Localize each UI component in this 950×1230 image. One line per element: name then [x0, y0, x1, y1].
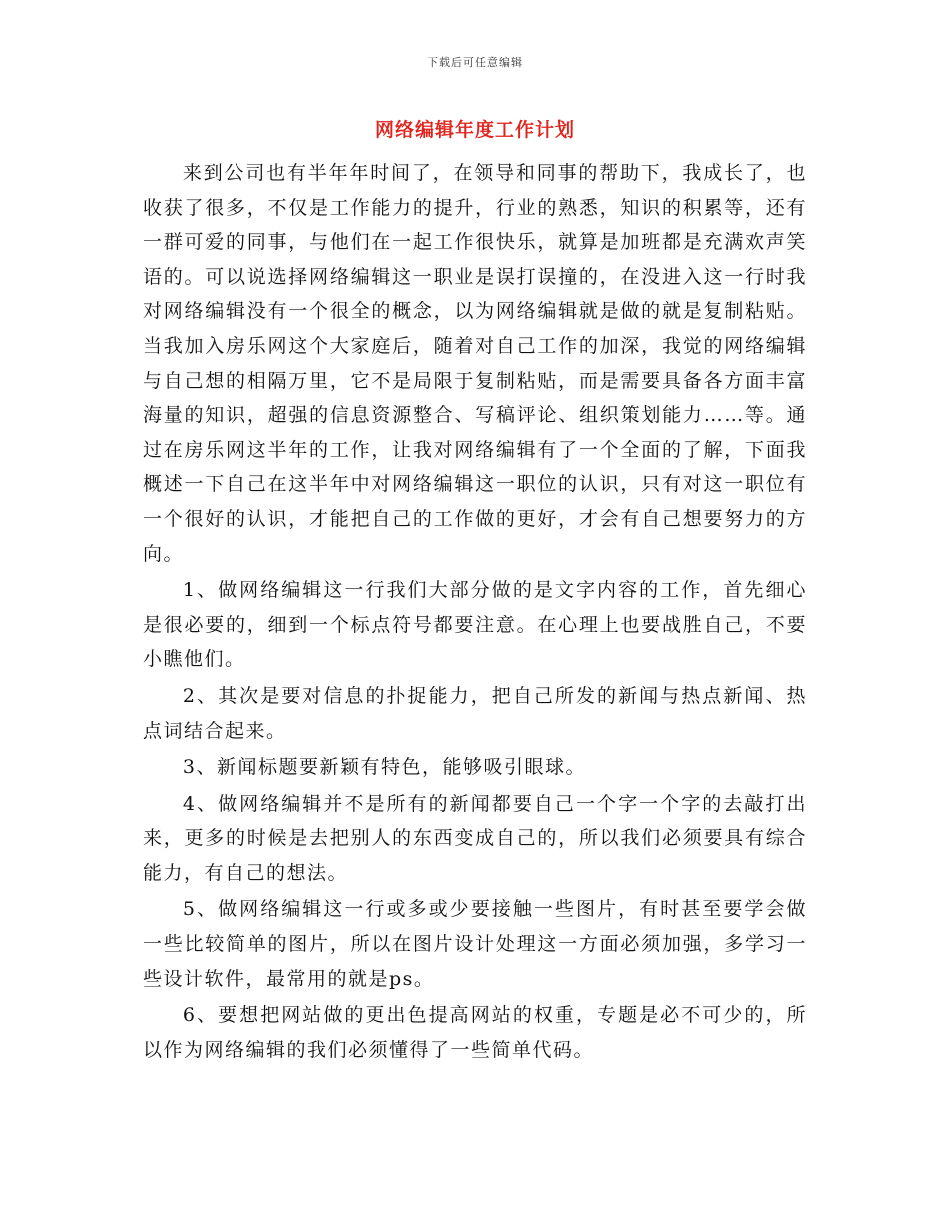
- paragraph-point-5: 5、做网络编辑这一行或多或少要接触一些图片，有时甚至要学会做一些比较简单的图片，所以在图片设计处理这一方面必须加强，多学习一些设计软件，最常用的就是ps。: [143, 898, 807, 990]
- paragraph-point-2: 2、其次是要对信息的扑捉能力，把自己所发的新闻与热点新闻、热点词结合起来。: [143, 684, 807, 742]
- paragraph-point-3: 3、新闻标题要新颖有特色，能够吸引眼球。: [182, 756, 586, 779]
- document-title: 网络编辑年度工作计划: [374, 119, 575, 141]
- paragraph-point-6: 6、要想把网站做的更出色提高网站的权重，专题是必不可少的，所以作为网络编辑的我们必须懂得了一些简单代码。: [143, 1004, 807, 1061]
- paragraph-point-1: 1、做网络编辑这一行我们大部分做的是文字内容的工作，首先细心是很必要的，细到一个标点符号都要注意。在心理上也要战胜自己，不要小瞧他们。: [143, 579, 807, 671]
- paragraph-intro: 来到公司也有半年年时间了，在领导和同事的帮助下，我成长了，也收获了很多，不仅是工作能力的提升，行业的熟悉，知识的积累等，还有一群可爱的同事，与他们在一起工作很快乐，就算是加班都是充满欢声笑语的。可以说选择网络编辑这一职业是误打误撞的，在没进入这一行时我对网络编辑没有一个很全的概念，以为网络编辑就是做的就是复制粘贴。当我加入房乐网这个大家庭后，随着对自己工作的加深，我觉的网络编辑与自己想的相隔万里，它不是局限于复制粘贴，而是需要具备各方面丰富海量的知识，超强的信息资源整合、写稿评论、组织策划能力……等。通过在房乐网这半年的工作，让我对网络编辑有了一个全面的了解，下面我概述一下自己在这半年中对网络编辑这一职位的认识，只有对这一职位有一个很好的认识，才能把自己的工作做的更好，才会有自己想要努力的方向。: [143, 162, 807, 565]
- header-note: 下载后可任意编辑: [427, 56, 523, 69]
- document-body: [143, 156, 807, 1069]
- paragraph-point-4: 4、做网络编辑并不是所有的新闻都要自己一个字一个字的去敲打出来，更多的时候是去把别人的东西变成自己的，所以我们必须要具有综合能力，有自己的想法。: [143, 792, 807, 884]
